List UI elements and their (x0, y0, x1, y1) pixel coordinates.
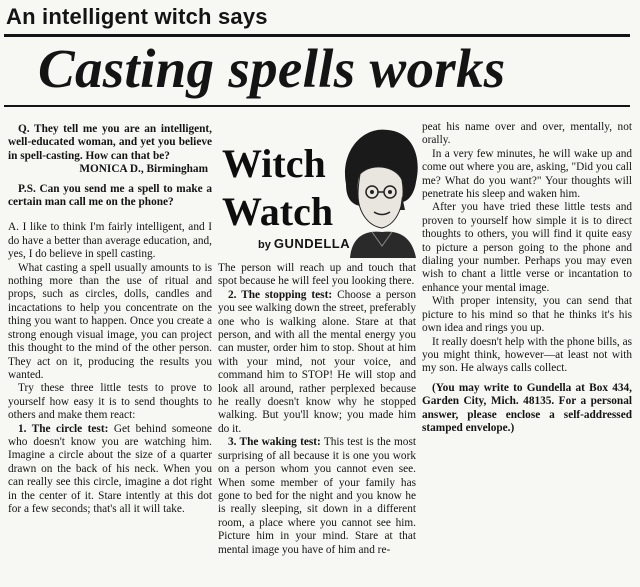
answer-paragraph: A. I like to think I'm fairly intelligent, and I do have a better than average education, and, yes, I do believe in spell casting. (8, 221, 212, 261)
answer-paragraph: Try these three little tests to prove to yourself how easy it is to send thoughts to others and make them react: (8, 382, 212, 422)
waking-test-label: 3. The waking test: (228, 436, 321, 449)
author-portrait-image (336, 122, 418, 258)
column-1 (8, 123, 212, 516)
logo-word-witch: Witch (222, 141, 326, 186)
answer-paragraph: It really doesn't help with the phone bills, as you might think, however—at least not with my son. He always calls collect. (422, 335, 632, 375)
waking-test-paragraph (218, 436, 416, 557)
reader-signature: MONICA D., Birmingham (79, 163, 208, 176)
logo-author: GUNDELLA (273, 236, 351, 251)
stopping-test-paragraph (218, 289, 416, 436)
stopping-test-label: 2. The stopping test: (228, 288, 333, 301)
circle-test-text: Get behind someone who doesn't know you are watching him. Imagine a circle about the size of a quarter drawn on the back of his neck. When you can really see this circle, imagine a dot right in the center of it. Stare intently at this dot for a few seconds; that's all it will take. (8, 422, 212, 515)
witch-watch-logo (218, 122, 418, 258)
kicker-line: An intelligent witch says (6, 4, 268, 29)
answer-paragraph: After you have tried these little tests and proven to yourself how simple it is to direct thoughts to others, you will find it quite easy to picture a person going to the phone and dialing your number. Perhaps you may even wish to chant a little verse or incantation to enhance your mental image. (422, 201, 632, 294)
answer-paragraph: In a very few minutes, he will wake up and come out where you are, asking, "Did you call me? What do you want?" Your thoughts will penetrate his sleep and waken him. (422, 147, 632, 201)
reader-question: Q. They tell me you are an intelligent, well-educated woman, and yet you believe in spell-casting. How can that be? (8, 123, 212, 162)
contact-note: (You may write to Gundella at Box 434, Garden City, Mich. 48135. For a personal answer, please enclose a self-addressed stamped envelope.) (422, 381, 632, 434)
reader-ps: P.S. Can you send me a spell to make a certain man call me on the phone? (8, 182, 212, 209)
answer-paragraph: With proper intensity, you can send that picture to his mind so that he thinks it's his own idea and rings you up. (422, 295, 632, 335)
column-3 (422, 121, 632, 435)
circle-test-label: 1. The circle test: (18, 422, 109, 435)
answer-paragraph: peat his name over and over, mentally, not orally. (422, 121, 632, 147)
stopping-test-text: Choose a person you see walking down the street, preferably one who is walking alone. Stare at that person, and with all the mental energy you can muster, order him to stop. Shout at him with your mind, not your voice, and command him to STOP! He will stop and look all around, rather perplexed because he really doesn't know why he stopped walking. But you'll know; you made him do it. (218, 288, 416, 435)
waking-test-text: This test is the most surprising of all because it is one you work on a person whom you cannot even see. When some member of your family has gone to bed for the night and you know he is really sleeping, sit down in a different room, a place where you cannot see him. Picture him in your mind. Stare at that mental image you have of him and re- (218, 436, 416, 556)
answer-paragraph: What casting a spell usually amounts to is nothing more than the use of ritual and props, such as circles, dolls, candles and incactations to help you concentrate on the thing you want to happen. Once you create a strong enough visual image, you can project this thought to the mind of the other person. They act on it, producing the results you wanted. (8, 261, 212, 381)
answer-paragraph: The person will reach up and touch that spot because he will feel you looking there. (218, 262, 416, 288)
headline-rule (4, 105, 630, 107)
column-2 (218, 262, 416, 557)
circle-test-paragraph (8, 423, 212, 517)
logo-by: by (258, 239, 271, 251)
logo-word-watch: Watch (222, 189, 334, 234)
headline: Casting spells works (38, 38, 506, 99)
